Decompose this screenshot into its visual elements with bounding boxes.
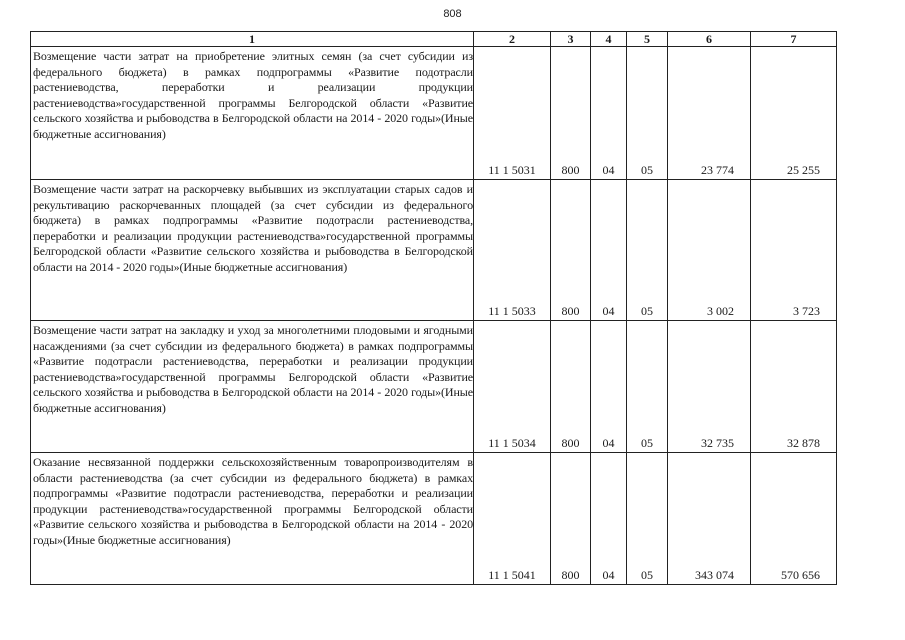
column-header: 5 [627,32,668,47]
target-code-cell: 11 1 5041 [474,453,551,585]
column-header: 6 [668,32,751,47]
description-cell: Возмещение части затрат на раскорчевку выбывших из эксплуатации старых садов и рекультивацию раскорчеванных площадей (за счет субсидии из федерального бюджета) в рамках подпрограммы «Развитие подотрасли растениеводства, переработки и реализации продукции растениеводства»государственной программы Белгородской области «Развитие сельского хозяйства и рыбоводства в Белгородской области на 2014 - 2020 годы»(Иные бюджетные ассигнования) [31,180,474,321]
page-number: 808 [443,8,462,20]
target-code-cell: 11 1 5031 [474,47,551,180]
amount-cell: 3 002 [668,180,751,321]
amount-cell: 3 723 [751,180,837,321]
target-code-cell: 11 1 5033 [474,180,551,321]
expense-type-cell: 800 [551,453,591,585]
subsection-cell: 05 [627,47,668,180]
budget-table [30,31,837,585]
table-row [31,180,837,321]
amount-cell: 343 074 [668,453,751,585]
expense-type-cell: 800 [551,180,591,321]
column-header: 4 [591,32,627,47]
column-header: 2 [474,32,551,47]
table-row [31,453,837,585]
subsection-cell: 05 [627,453,668,585]
column-header: 1 [31,32,474,47]
section-cell: 04 [591,321,627,453]
section-cell: 04 [591,453,627,585]
table-header-row [31,32,837,47]
amount-cell: 25 255 [751,47,837,180]
section-cell: 04 [591,47,627,180]
description-cell: Оказание несвязанной поддержки сельскохозяйственным товаропроизводителям в области растениеводства (за счет субсидии из федерального бюджета) в рамках подпрограммы «Развитие подотрасли растениеводства, переработки и реализации продукции растениеводства»государственной программы Белгородской области «Развитие сельского хозяйства и рыбоводства в Белгородской области на 2014 - 2020 годы»(Иные бюджетные ассигнования) [31,453,474,585]
table-row [31,321,837,453]
expense-type-cell: 800 [551,47,591,180]
amount-cell: 570 656 [751,453,837,585]
target-code-cell: 11 1 5034 [474,321,551,453]
column-header: 7 [751,32,837,47]
description-cell: Возмещение части затрат на приобретение элитных семян (за счет субсидии из федерального бюджета) в рамках подпрограммы «Развитие подотрасли растениеводства, переработки и реализации продукции растениеводства»государственной программы Белгородской области «Развитие сельского хозяйства и рыбоводства в Белгородской области на 2014 - 2020 годы»(Иные бюджетные ассигнования) [31,47,474,180]
subsection-cell: 05 [627,180,668,321]
expense-type-cell: 800 [551,321,591,453]
amount-cell: 32 735 [668,321,751,453]
amount-cell: 23 774 [668,47,751,180]
section-cell: 04 [591,180,627,321]
subsection-cell: 05 [627,321,668,453]
description-cell: Возмещение части затрат на закладку и уход за многолетними плодовыми и ягодными насаждениями (за счет субсидии из федерального бюджета) в рамках подпрограммы «Развитие подотрасли растениеводства, переработки и реализации продукции растениеводства»государственной программы Белгородской области «Развитие сельского хозяйства и рыбоводства в Белгородской области на 2014 - 2020 годы»(Иные бюджетные ассигнования) [31,321,474,453]
column-header: 3 [551,32,591,47]
amount-cell: 32 878 [751,321,837,453]
table-row [31,47,837,180]
